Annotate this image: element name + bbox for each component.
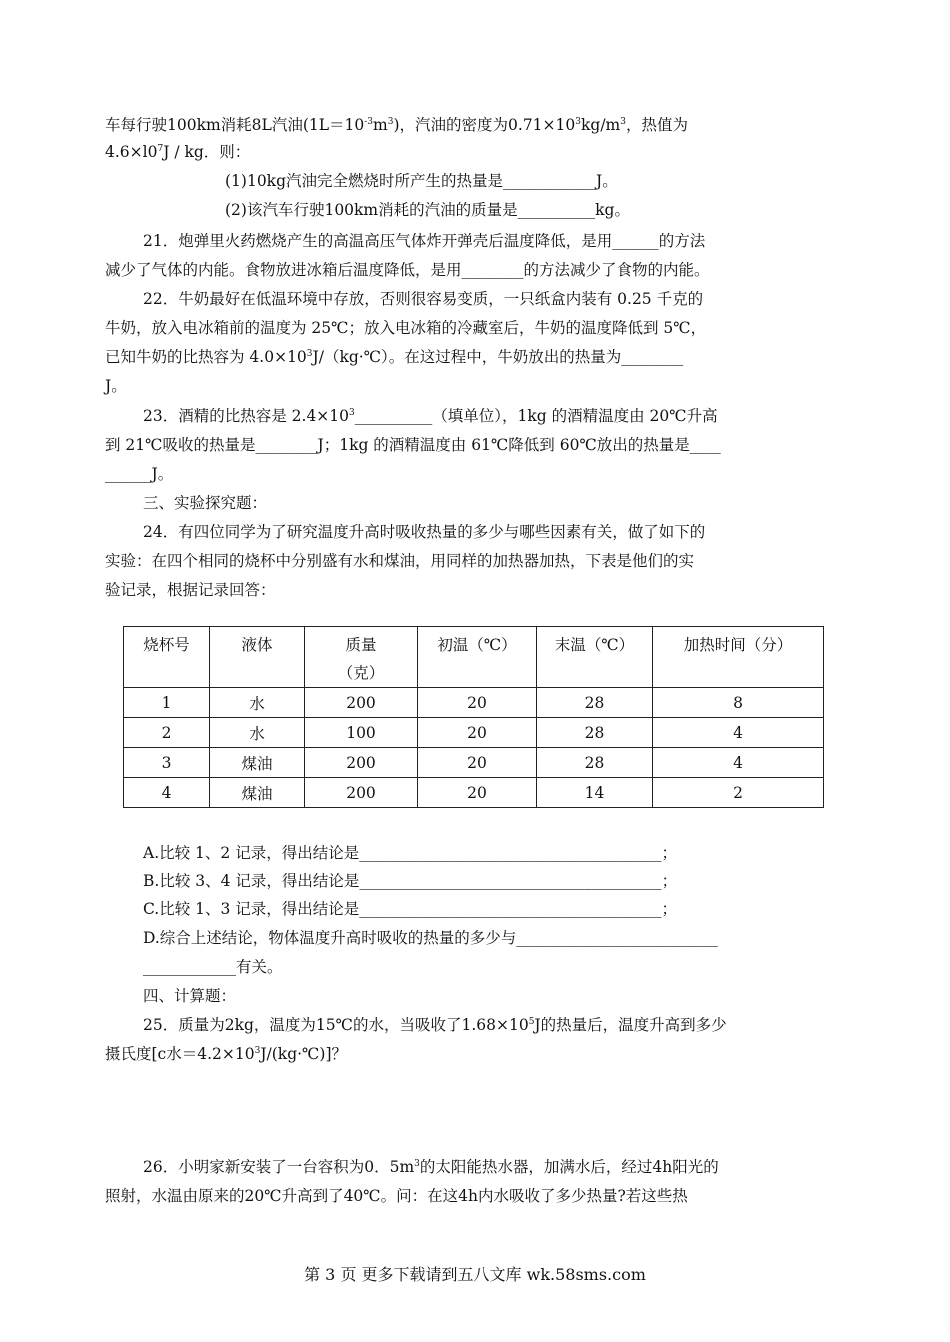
table-cell: 200 xyxy=(305,688,418,718)
experiment-record-table xyxy=(123,626,824,808)
q25-line-1: 25．质量为2kg，温度为15℃的水，当吸收了$1.68\times 10^5J$的热量后，温度升高到多少 xyxy=(143,1016,727,1034)
table-cell: 20 xyxy=(418,718,537,748)
q22-line-1: 22．牛奶最好在低温环境中存放，否则很容易变质，一只纸盒内装有 0.25 千克的 xyxy=(143,290,704,308)
answer-d-line-2: ____________有关。 xyxy=(143,958,283,976)
q24-line-3: 验记录，根据记录回答： xyxy=(105,581,276,599)
answer-d-line-1: D.综合上述结论，物体温度升高时吸收的热量的多少与__________________________ xyxy=(143,929,718,947)
table-cell: 20 xyxy=(418,778,537,808)
table-cell: 28 xyxy=(537,688,653,718)
table-cell: 200 xyxy=(305,748,418,778)
table-cell: 煤油 xyxy=(210,748,305,778)
q22-line-2: 牛奶，放入电冰箱前的温度为 25℃；放入电冰箱的冷藏室后，牛奶的温度降低到 5℃， xyxy=(105,319,707,337)
q24-line-1: 24．有四位同学为了研究温度升高时吸收热量的多少与哪些因素有关，做了如下的 xyxy=(143,523,706,541)
q25-line-2: 摄氏度[c水$=4.2\times 10^3J/(kg\cdot℃)$]？ xyxy=(105,1045,347,1063)
table-cell: 4 xyxy=(124,778,210,808)
q22-line-4: J。 xyxy=(105,377,127,395)
section-4-heading: 四、计算题： xyxy=(143,987,237,1005)
table-header-cell: 末温（℃） xyxy=(537,627,653,688)
table-header-cell: 加热时间（分） xyxy=(653,627,824,688)
q23-line-3: ______J。 xyxy=(105,465,174,483)
table-cell: 100 xyxy=(305,718,418,748)
table-header-cell: 烧杯号 xyxy=(124,627,210,688)
table-cell: 14 xyxy=(537,778,653,808)
table-cell: 1 xyxy=(124,688,210,718)
table-header-row xyxy=(124,627,824,688)
table-row xyxy=(124,778,824,808)
table-row xyxy=(124,688,824,718)
table-cell: 20 xyxy=(418,688,537,718)
q22-line-3: 已知牛奶的比热容为 $4.0\times 10^3J/(kg\cdot℃)$。在这过程中，牛奶放出的热量为________ xyxy=(105,348,684,366)
table-cell: 水 xyxy=(210,688,305,718)
q21-line-2: 减少了气体的内能。食物放进冰箱后温度降低，是用________的方法减少了食物的内能。 xyxy=(105,261,710,279)
table-row xyxy=(124,748,824,778)
answer-b-line: B.比较 3、4 记录，得出结论是_______________________________________； xyxy=(143,872,678,890)
q20-line-2: $4.6\times l0^7J$ / kg．则： xyxy=(105,143,251,161)
table-cell: 20 xyxy=(418,748,537,778)
table-cell: 200 xyxy=(305,778,418,808)
q24-line-2: 实验：在四个相同的烧杯中分别盛有水和煤油，用同样的加热器加热，下表是他们的实 xyxy=(105,552,695,570)
table-row xyxy=(124,718,824,748)
table-header-cell: 初温（℃） xyxy=(418,627,537,688)
q23-line-2: 到 21℃吸收的热量是________J；1kg 的酒精温度由 61℃降低到 60℃放出的热量是____ xyxy=(105,436,721,454)
table-cell: 4 xyxy=(653,748,824,778)
q26-line-1: 26．小明家新安装了一台容积为0．$5m^3$的太阳能热水器，加满水后，经过4h阳光的 xyxy=(143,1158,719,1176)
page-footer: 第 3 页 更多下载请到五八文库 wk.58sms.com xyxy=(304,1265,646,1284)
table-cell: 28 xyxy=(537,718,653,748)
table-cell: 2 xyxy=(124,718,210,748)
table-cell: 8 xyxy=(653,688,824,718)
q20-sub-question-2: (2)该汽车行驶100km消耗的汽油的质量是__________kg。 xyxy=(225,201,630,219)
table-header-cell: 质量 （克） xyxy=(305,627,418,688)
table-cell: 28 xyxy=(537,748,653,778)
q21-line-1: 21．炮弹里火药燃烧产生的高温高压气体炸开弹壳后温度降低，是用______的方法 xyxy=(143,232,706,250)
q26-line-2: 照射，水温由原来的20℃升高到了40℃。问：在这4h内水吸收了多少热量?若这些热 xyxy=(105,1187,688,1205)
q20-sub-question-1: (1)10kg汽油完全燃烧时所产生的热量是____________J。 xyxy=(225,172,618,190)
q23-line-1: 23．酒精的比热容是 $2.4\times 10^3\_\_\_\_\_\_\_\_\_\_$（填单位），1kg 的酒精温度由 20℃升高 xyxy=(143,407,718,425)
table-cell: 水 xyxy=(210,718,305,748)
table-cell: 4 xyxy=(653,718,824,748)
table-header-cell: 液体 xyxy=(210,627,305,688)
section-3-heading: 三、实验探究题： xyxy=(143,494,268,512)
table-cell: 3 xyxy=(124,748,210,778)
answer-a-line: A.比较 1、2 记录，得出结论是_______________________________________； xyxy=(143,844,677,862)
q20-line-1: 车每行驶100km消耗8L汽油$(1L=10^{-3}m^3)$，汽油的密度为$0.71\times 10^3kg/m^3$，热值为 xyxy=(105,116,688,134)
table-cell: 煤油 xyxy=(210,778,305,808)
answer-c-line: C.比较 1、3 记录，得出结论是_______________________________________； xyxy=(143,900,678,918)
table-cell: 2 xyxy=(653,778,824,808)
